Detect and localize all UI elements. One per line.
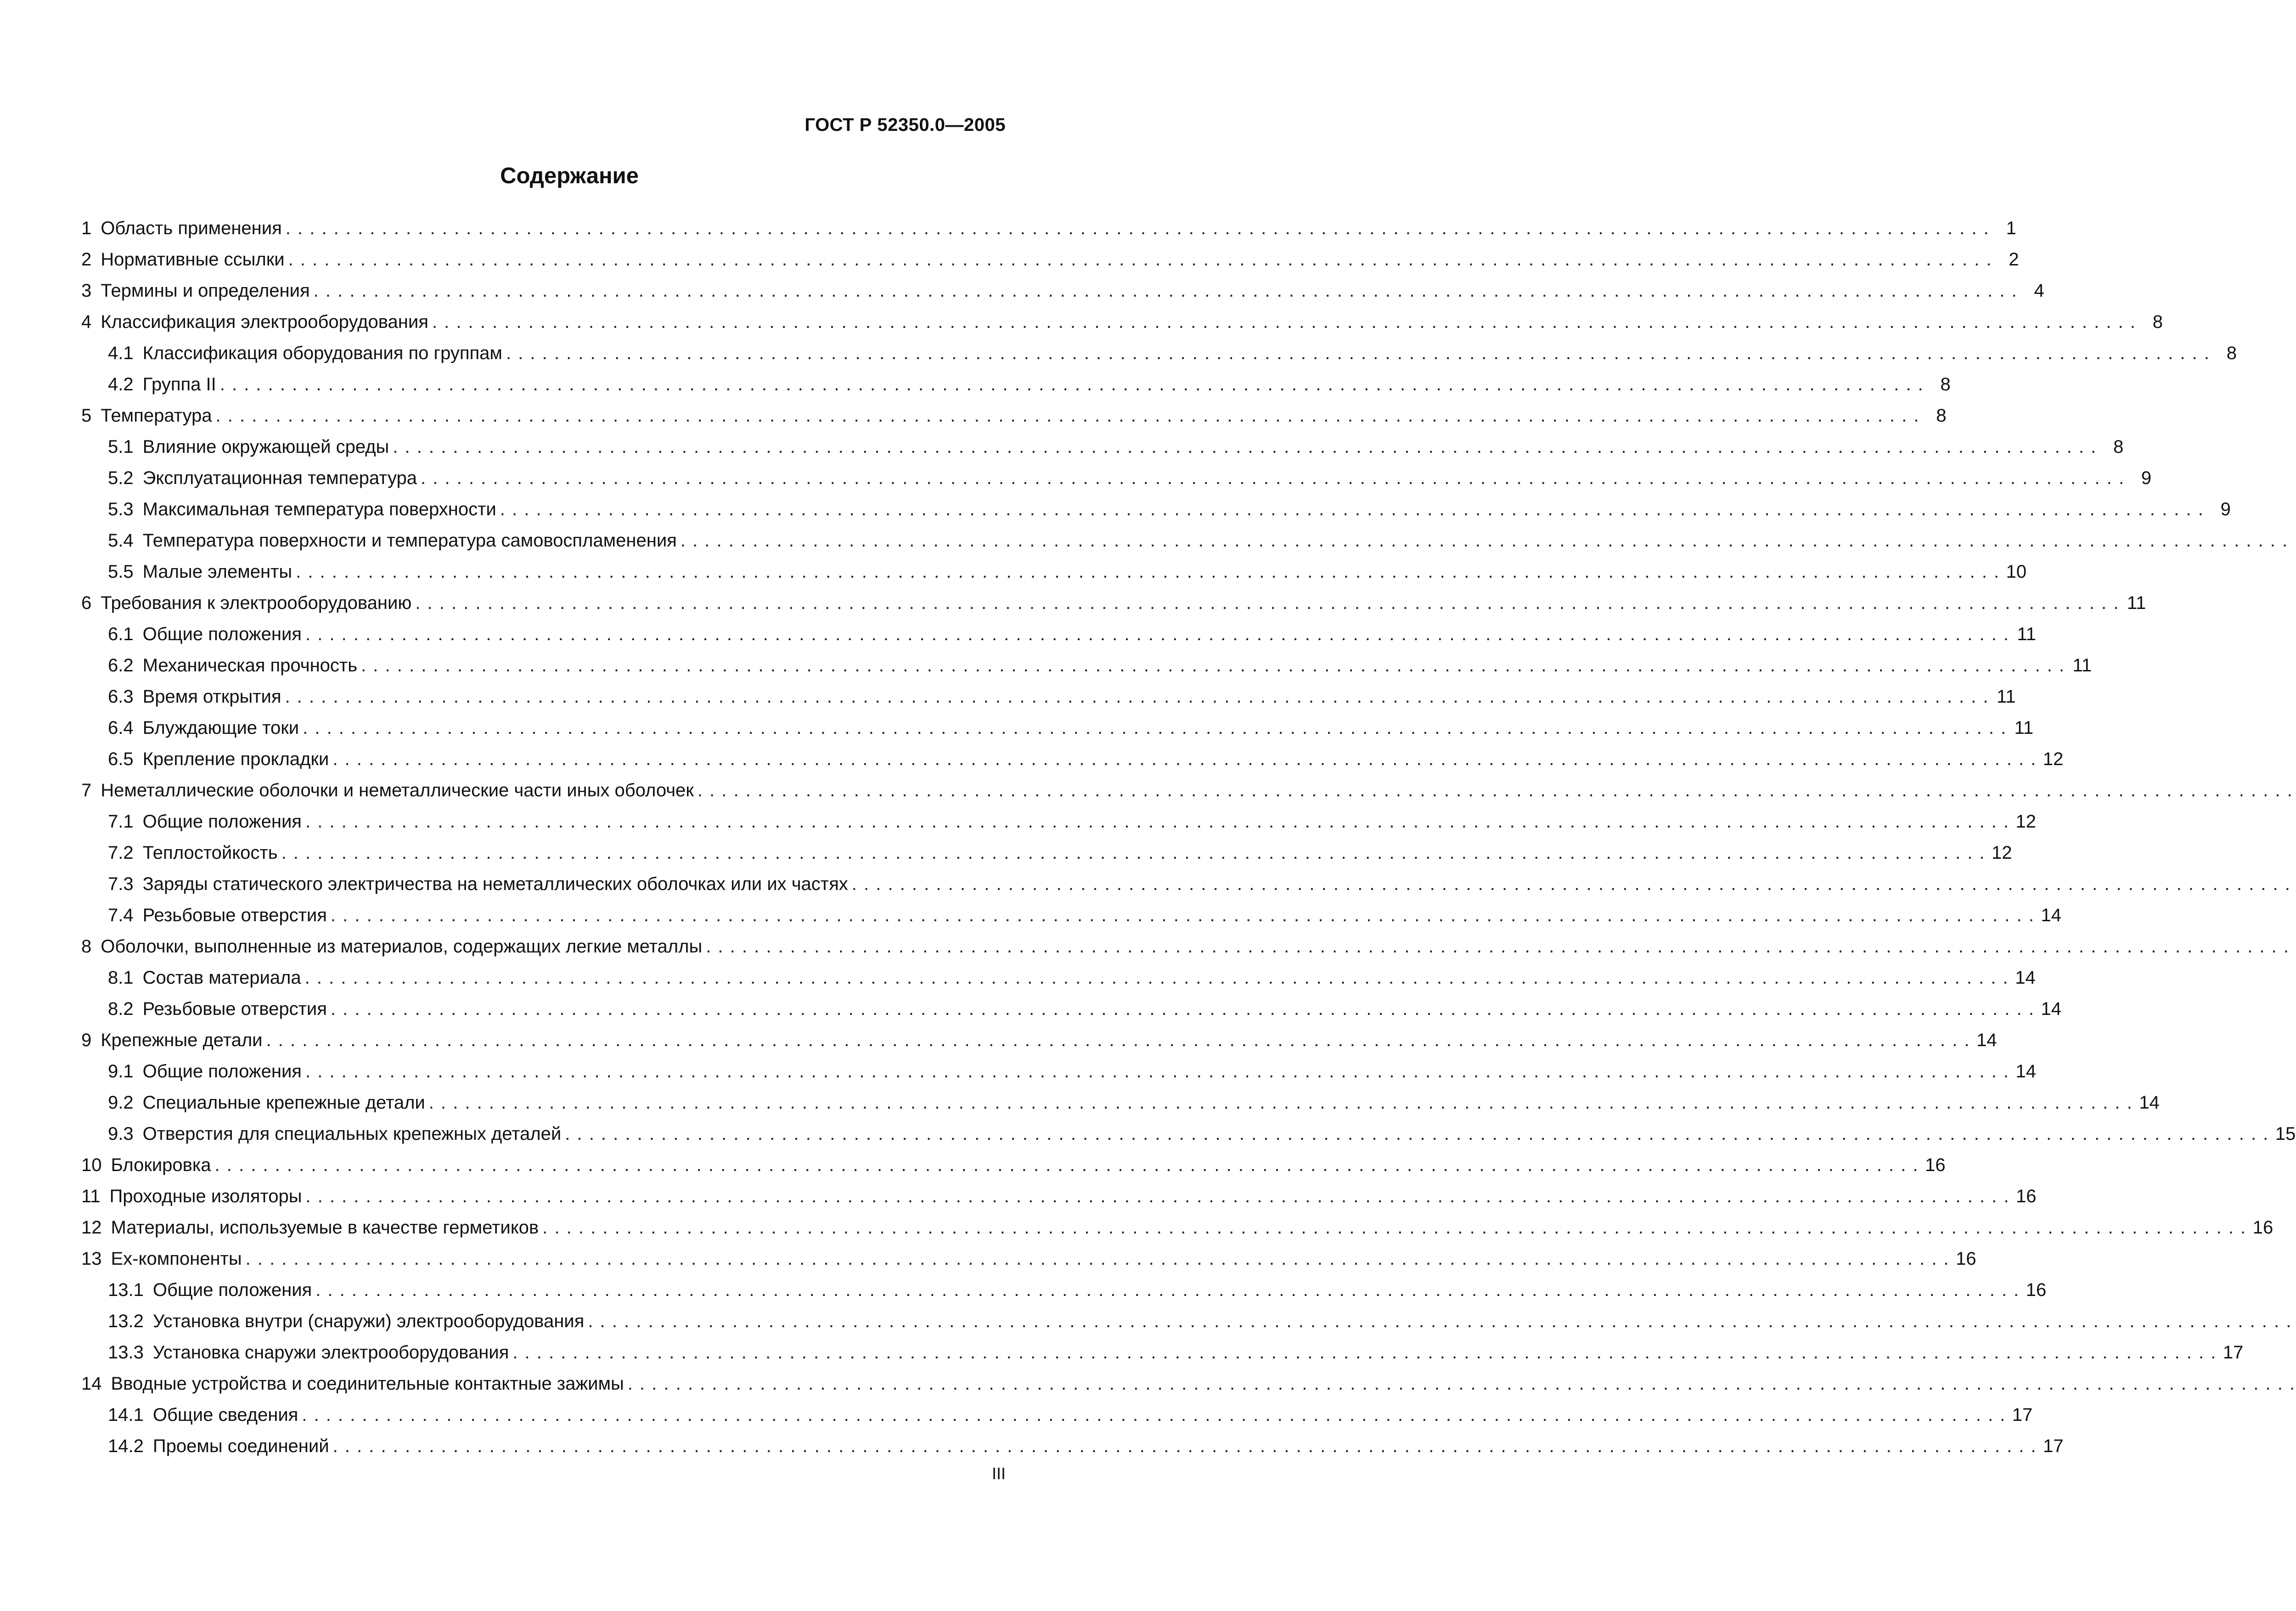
toc-entry-label: Блокировка — [111, 1155, 211, 1175]
toc-entry-number: 5 — [81, 406, 92, 426]
toc-entry-number: 6 — [81, 593, 92, 613]
toc-entry-number: 4 — [81, 312, 92, 332]
toc-entry-number: 5.2 — [108, 468, 134, 488]
toc-entry[interactable] — [81, 275, 2044, 306]
dot-leader — [288, 244, 1992, 275]
toc-entry-page: 16 — [1956, 1249, 1976, 1269]
toc-entry[interactable] — [81, 1149, 1946, 1181]
toc-entry-label: Температура поверхности и температура самовоспламенения — [142, 530, 677, 551]
toc-entry[interactable] — [81, 462, 2152, 494]
toc-entry-label: Теплостойкость — [142, 843, 278, 863]
toc-entry-page: 1 — [2006, 218, 2016, 238]
toc-entry-page: 12 — [1992, 843, 2012, 863]
toc-entry-number: 6.1 — [108, 624, 134, 644]
dot-leader — [305, 619, 2009, 650]
dot-leader — [331, 993, 2035, 1025]
toc-entry-number: 5.4 — [108, 530, 134, 551]
toc-entry-page: 9 — [2141, 468, 2152, 488]
toc-entry-number: 7.2 — [108, 843, 134, 863]
toc-entry-label: Крепежные детали — [101, 1030, 263, 1050]
toc-entry-label: Ex-компоненты — [111, 1249, 242, 1269]
dot-leader — [415, 587, 2119, 619]
toc-entry[interactable] — [81, 619, 2037, 650]
toc-entry[interactable] — [81, 338, 2237, 369]
toc-entry-page: 12 — [2015, 811, 2037, 832]
toc-entry[interactable] — [81, 1087, 2160, 1118]
toc-entry-label: Эксплуатационная температура — [142, 468, 417, 488]
dot-leader — [332, 744, 2037, 775]
toc-entry-page: 11 — [2072, 655, 2092, 676]
dot-leader — [512, 1337, 2217, 1368]
dot-leader — [361, 650, 2065, 681]
toc-entry-label: Блуждающие токи — [142, 718, 299, 738]
toc-entry-page: 8 — [2226, 343, 2237, 363]
toc-entry-label: Крепление прокладки — [142, 749, 329, 769]
toc-entry[interactable] — [81, 400, 1947, 431]
toc-entry-number: 7.4 — [108, 905, 134, 925]
toc-entry-page: 14 — [2041, 999, 2061, 1019]
toc-entry-label: Общие положения — [142, 624, 302, 644]
toc-entry-label: Термины и определения — [101, 281, 310, 301]
toc-entry-number: 10 — [81, 1155, 102, 1175]
toc-entry-number: 8 — [81, 936, 92, 957]
toc-entry-number: 5.3 — [108, 499, 134, 519]
toc-entry-label: Область применения — [101, 218, 282, 238]
toc-entry-page: 2 — [2009, 249, 2019, 270]
dot-leader — [215, 1149, 1919, 1181]
toc-entry[interactable] — [81, 431, 2124, 462]
toc-entry[interactable] — [81, 775, 1010, 806]
toc-entry[interactable] — [81, 806, 2037, 837]
document-code: ГОСТ Р 52350.0—2005 — [805, 115, 1006, 135]
toc-entry-number: 13 — [81, 1249, 102, 1269]
toc-entry-number: 7 — [81, 780, 92, 800]
toc-entry-page: 11 — [2017, 624, 2037, 644]
toc-entry[interactable] — [81, 1306, 1010, 1337]
toc-entry-page: 14 — [2139, 1093, 2160, 1113]
toc-entry[interactable] — [81, 1118, 2296, 1149]
toc-entry-label: Требования к электрооборудованию — [101, 593, 412, 613]
toc-entry[interactable] — [81, 712, 2034, 744]
dot-leader — [266, 1025, 1970, 1056]
toc-entry[interactable] — [81, 681, 2016, 712]
toc-entry-number: 6.4 — [108, 718, 134, 738]
toc-entry-number: 6.2 — [108, 655, 134, 676]
dot-leader — [281, 837, 1986, 868]
dot-leader — [393, 431, 2097, 462]
table-of-contents — [81, 213, 2296, 1462]
toc-entry-label: Вводные устройства и соединительные контактные зажимы — [111, 1374, 624, 1394]
toc-entry[interactable] — [81, 1274, 2047, 1306]
toc-entry-label: Классификация электрооборудования — [101, 312, 428, 332]
dot-leader — [305, 1056, 2009, 1087]
toc-entry[interactable] — [81, 1399, 2033, 1431]
toc-entry-page: 14 — [2015, 968, 2036, 988]
toc-entry-number: 9.1 — [108, 1061, 134, 1082]
toc-entry-number: 2 — [81, 249, 92, 270]
toc-entry[interactable] — [81, 1056, 2037, 1087]
dot-leader — [286, 213, 1990, 244]
toc-entry-page: 17 — [2043, 1436, 2064, 1456]
toc-entry-label: Материалы, используемые в качестве герметиков — [111, 1217, 539, 1238]
toc-entry[interactable] — [81, 900, 2061, 931]
toc-entry-page: 17 — [2223, 1342, 2244, 1363]
toc-entry[interactable] — [81, 1025, 1997, 1056]
toc-entry-page: 14 — [2015, 1061, 2037, 1082]
toc-entry-label: Проходные изоляторы — [109, 1186, 302, 1206]
toc-entry-label: Температура — [101, 406, 212, 426]
toc-entry-page: 8 — [2152, 312, 2163, 332]
toc-entry-number: 13.1 — [108, 1280, 144, 1300]
toc-entry-label: Общие сведения — [152, 1405, 298, 1425]
dot-leader — [506, 338, 2210, 369]
toc-entry-label: Малые элементы — [142, 562, 293, 582]
dot-leader — [302, 1399, 2006, 1431]
toc-entry[interactable] — [81, 837, 2012, 868]
toc-entry[interactable] — [81, 1337, 2244, 1368]
toc-entry-label: Нормативные ссылки — [101, 249, 285, 270]
toc-entry[interactable] — [81, 494, 2231, 525]
toc-entry-page: 16 — [2016, 1186, 2037, 1206]
toc-entry-number: 12 — [81, 1217, 102, 1238]
toc-title: Содержание — [500, 163, 639, 188]
dot-leader — [698, 775, 2296, 806]
toc-entry-page: 8 — [2113, 437, 2124, 457]
toc-entry[interactable] — [81, 1368, 1010, 1399]
toc-entry-page: 11 — [2014, 718, 2034, 738]
toc-entry-number: 13.3 — [108, 1342, 144, 1363]
toc-entry[interactable] — [81, 744, 2064, 775]
toc-entry-page: 11 — [1997, 687, 2016, 707]
toc-entry-page: 16 — [2252, 1217, 2273, 1238]
dot-leader — [706, 931, 2296, 962]
toc-entry-label: Неметаллические оболочки и неметаллические части иных оболочек — [101, 780, 694, 800]
toc-entry-label: Отверстия для специальных крепежных деталей — [142, 1124, 562, 1144]
dot-leader — [429, 1087, 2133, 1118]
toc-entry[interactable] — [81, 1243, 1976, 1274]
dot-leader — [303, 712, 2007, 744]
toc-entry-label: Установка снаружи электрооборудования — [152, 1342, 509, 1363]
toc-entry-page: 14 — [1976, 1030, 1997, 1050]
toc-entry[interactable] — [81, 993, 2061, 1025]
dot-leader — [500, 494, 2204, 525]
toc-entry-page: 17 — [2012, 1405, 2033, 1425]
dot-leader — [246, 1243, 1950, 1274]
toc-entry-label: Классификация оборудования по группам — [142, 343, 502, 363]
dot-leader — [432, 306, 2136, 338]
toc-entry-label: Группа II — [142, 374, 216, 394]
toc-entry-number: 4.1 — [108, 343, 134, 363]
toc-entry-label: Максимальная температура поверхности — [142, 499, 496, 519]
dot-leader — [542, 1212, 2246, 1243]
toc-entry-label: Оболочки, выполненные из материалов, содержащих легкие металлы — [101, 936, 703, 957]
toc-entry-page: 14 — [2041, 905, 2061, 925]
toc-entry-page: 11 — [2127, 593, 2146, 613]
toc-entry[interactable] — [81, 1431, 2064, 1462]
toc-entry[interactable] — [81, 369, 1951, 400]
toc-entry-label: Влияние окружающей среды — [142, 437, 389, 457]
toc-entry-label: Резьбовые отверстия — [142, 999, 327, 1019]
toc-entry[interactable] — [81, 1212, 2273, 1243]
toc-entry-number: 3 — [81, 281, 92, 301]
page-number: III — [991, 1464, 1006, 1483]
toc-entry-label: Проемы соединений — [152, 1436, 329, 1456]
toc-entry-number: 6.3 — [108, 687, 134, 707]
toc-entry-page: 4 — [2034, 281, 2044, 301]
toc-entry[interactable] — [81, 962, 2036, 993]
dot-leader — [305, 962, 2009, 993]
toc-entry-label: Общие положения — [142, 811, 302, 832]
toc-entry-page: 12 — [2043, 749, 2064, 769]
toc-entry[interactable] — [81, 525, 1010, 556]
toc-entry-number: 14.2 — [108, 1436, 144, 1456]
toc-entry-page: 9 — [2220, 499, 2231, 519]
toc-entry-label: Общие положения — [142, 1061, 302, 1082]
toc-entry-label: Специальные крепежные детали — [142, 1093, 425, 1113]
toc-entry-number: 1 — [81, 218, 92, 238]
toc-entry-number: 11 — [81, 1186, 101, 1206]
toc-entry[interactable] — [81, 556, 2027, 587]
toc-entry[interactable] — [81, 587, 2146, 619]
toc-entry-page: 15 — [2275, 1124, 2296, 1144]
toc-entry[interactable] — [81, 1181, 2037, 1212]
toc-entry-label: Установка внутри (снаружи) электрооборудования — [152, 1311, 585, 1331]
dot-leader — [852, 868, 2296, 900]
dot-leader — [315, 1274, 2020, 1306]
toc-entry-number: 9.2 — [108, 1093, 134, 1113]
toc-entry-number: 8.1 — [108, 968, 134, 988]
dot-leader — [565, 1118, 2269, 1149]
toc-entry-label: Механическая прочность — [142, 655, 358, 676]
toc-entry-page: 8 — [1936, 406, 1947, 426]
dot-leader — [628, 1368, 2296, 1399]
toc-entry-page: 8 — [1940, 374, 1951, 394]
toc-entry-number: 5.1 — [108, 437, 134, 457]
dot-leader — [331, 900, 2035, 931]
toc-entry-number: 6.5 — [108, 749, 134, 769]
toc-entry-number: 14 — [81, 1374, 102, 1394]
toc-entry-number: 5.5 — [108, 562, 134, 582]
toc-entry-page: 16 — [1925, 1155, 1946, 1175]
toc-entry-page: 10 — [2006, 562, 2027, 582]
dot-leader — [681, 525, 2296, 556]
toc-entry[interactable] — [81, 244, 2019, 275]
toc-entry-label: Состав материала — [142, 968, 301, 988]
toc-entry-number: 7.1 — [108, 811, 134, 832]
dot-leader — [220, 369, 1924, 400]
dot-leader — [296, 556, 2000, 587]
toc-entry-page: 16 — [2026, 1280, 2047, 1300]
dot-leader — [421, 462, 2125, 494]
toc-entry-label: Резьбовые отверстия — [142, 905, 327, 925]
dot-leader — [588, 1306, 2292, 1337]
toc-entry-number: 13.2 — [108, 1311, 144, 1331]
toc-entry-number: 9.3 — [108, 1124, 134, 1144]
toc-entry-number: 8.2 — [108, 999, 134, 1019]
toc-entry-label: Заряды статического электричества на неметаллических оболочках или их частях — [142, 874, 848, 894]
toc-entry-number: 4.2 — [108, 374, 134, 394]
toc-entry-number: 14.1 — [108, 1405, 144, 1425]
dot-leader — [216, 400, 1920, 431]
toc-entry[interactable] — [81, 931, 1010, 962]
dot-leader — [285, 681, 1989, 712]
toc-entry[interactable] — [81, 306, 2163, 338]
toc-entry-number: 7.3 — [108, 874, 134, 894]
dot-leader — [305, 806, 2009, 837]
dot-leader — [306, 1181, 2010, 1212]
toc-entry-label: Время открытия — [142, 687, 281, 707]
toc-entry-label: Общие положения — [152, 1280, 312, 1300]
toc-entry[interactable] — [81, 213, 2016, 244]
dot-leader — [314, 275, 2018, 306]
dot-leader — [333, 1431, 2037, 1462]
toc-entry[interactable] — [81, 868, 1010, 900]
toc-entry-number: 9 — [81, 1030, 92, 1050]
toc-entry[interactable] — [81, 650, 2092, 681]
